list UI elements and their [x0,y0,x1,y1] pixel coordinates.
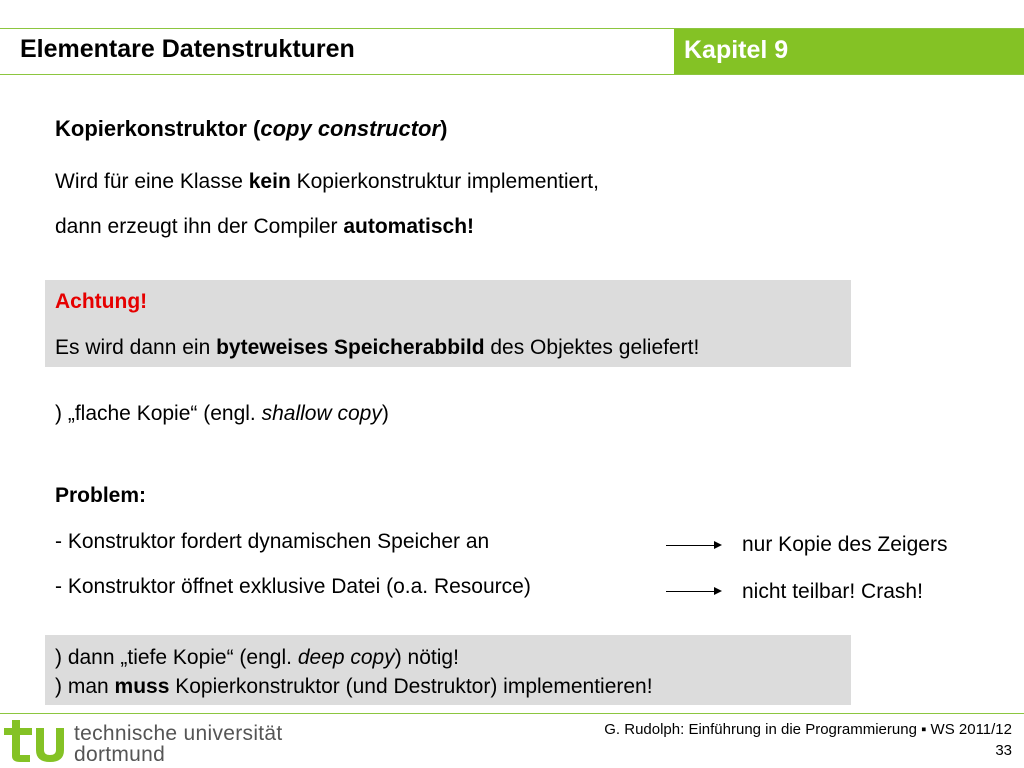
warning-title: Achtung! [55,290,148,313]
university-name-line-1: technische universität [74,722,283,745]
conclusion-2-bold: muss [114,675,170,698]
intro-line-1 [55,170,599,194]
heading-suffix: ) [440,116,448,141]
footer-rule [0,713,1024,714]
arrow-right-icon [666,545,720,546]
intro-2-bold: automatisch! [343,215,475,238]
intro-line-2 [55,215,474,239]
problem-title: Problem: [55,484,147,507]
shallow-post: ) [381,402,389,425]
footer-credit: G. Rudolph: Einführung in die Programmierung ▪ WS 2011/12 [604,721,1012,738]
header-bottom-rule [0,74,1024,75]
problem-item-2: - Konstruktor öffnet exklusive Datei (o.a. Resource) [55,575,531,598]
conclusion-1-italic: deep copy [297,646,395,669]
conclusion-line-2 [55,675,653,699]
heading-prefix: Kopierkonstruktor ( [55,116,261,141]
page-number: 33 [995,742,1012,759]
problem-item-1: - Konstruktor fordert dynamischen Speicher an [55,530,490,553]
tu-logo-icon [4,718,64,764]
shallow-pre: ) „flache Kopie“ (engl. [55,402,262,425]
intro-1-post: Kopierkonstruktur implementiert, [290,170,599,193]
warning-pre: Es wird dann ein [55,336,217,359]
conclusion-line-1 [55,646,459,670]
intro-1-bold: kein [248,170,291,193]
conclusion-1-pre: ) dann „tiefe Kopie“ (engl. [55,646,298,669]
warning-bold: byteweises Speicherabbild [216,336,485,359]
conclusion-1-post: ) nötig! [394,646,459,669]
warning-text [55,336,699,360]
chapter-label: Kapitel 9 [684,36,789,64]
problem-result-2: nicht teilbar! Crash! [742,580,923,603]
problem-result-1: nur Kopie des Zeigers [742,533,948,556]
shallow-copy-line [55,402,389,426]
heading-italic: copy constructor [260,116,441,141]
conclusion-2-post: Kopierkonstruktor (und Destruktor) implementieren! [169,675,653,698]
slide-heading [55,116,447,142]
warning-post: des Objektes geliefert! [484,336,700,359]
arrow-right-icon [666,591,720,592]
slide-section-title: Elementare Datenstrukturen [20,35,355,63]
intro-1-pre: Wird für eine Klasse [55,170,249,193]
shallow-italic: shallow copy [261,402,382,425]
intro-2-pre: dann erzeugt ihn der Compiler [55,215,344,238]
conclusion-2-pre: ) man [55,675,115,698]
university-name-line-2: dortmund [74,743,166,766]
chapter-badge [674,29,1024,74]
